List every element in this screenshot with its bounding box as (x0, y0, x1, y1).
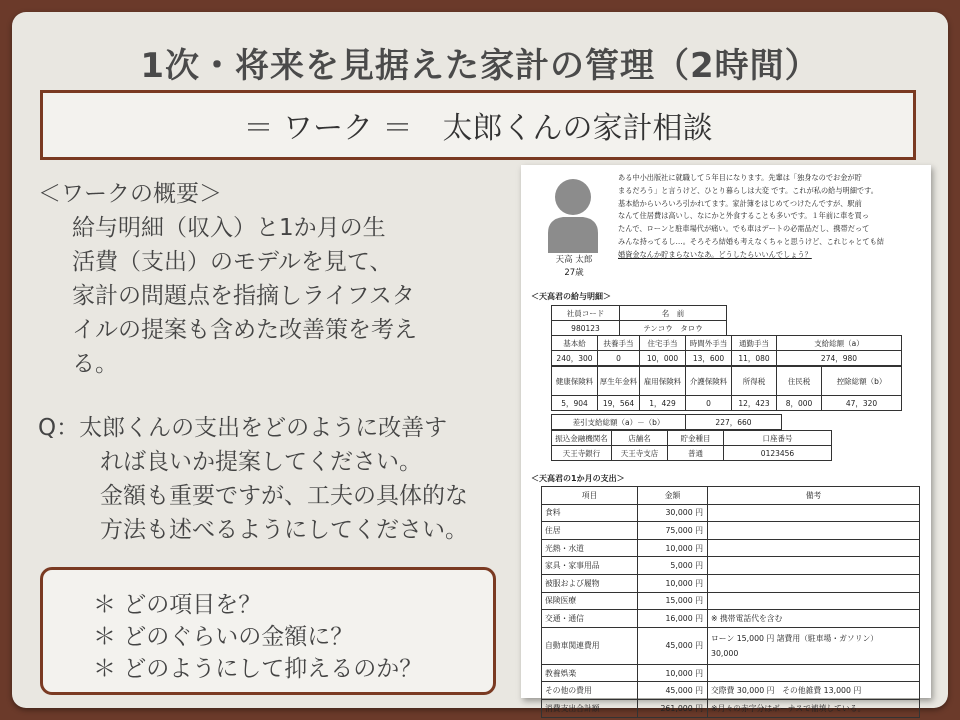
expense-item: 交通・通信 (542, 610, 638, 628)
deduction-table (551, 366, 902, 411)
table-cell: 所得税 (732, 367, 777, 396)
expense-note: ※月々の赤字分はボーナスで補填している。 (708, 699, 920, 717)
expense-heading: ＜天高君の1か月の支出＞ (531, 474, 625, 483)
expense-note: 交際費 30,000 円 その他雑費 13,000 円 (708, 682, 920, 700)
expense-note-line: ローン 15,000 円 諸費用（駐車場・ガソリン） (711, 634, 879, 644)
expense-item: 家具・家事用品 (542, 557, 638, 575)
subtitle-box (40, 90, 916, 160)
expense-amount: 10,000 円 (638, 539, 708, 557)
story-line: たんで、ローンと駐車場代が痛い。でも車はデートの必需品だし、携帯だって (618, 224, 870, 234)
expense-item: 自動車関連費用 (542, 627, 638, 664)
expense-amount: 45,000 円 (638, 682, 708, 700)
expense-amount: 75,000 円 (638, 522, 708, 540)
person-silhouette-icon (543, 175, 603, 253)
hint-item: ＊ どの項目を？ (93, 592, 262, 618)
story-line: ある中小出版社に就職して５年目になります。先輩は「独身なのでお金が貯 (618, 173, 862, 182)
table-cell: 介護保険料 (686, 367, 732, 396)
expense-note (708, 592, 920, 610)
story-line: 基本給からいろいろ引かれてます。家計簿をはじめてつけたんですが、駅前 (618, 198, 862, 208)
expense-amount: 15,000 円 (638, 592, 708, 610)
expense-item: 被服および履物 (542, 574, 638, 592)
expense-amount: 10,000 円 (638, 664, 708, 682)
table-cell: 19，564 (598, 396, 640, 411)
table-cell: 住宅手当 (640, 336, 686, 351)
table-cell: 店舗名 (612, 431, 668, 446)
table-cell: 13，600 (686, 351, 732, 366)
expense-note (708, 539, 920, 557)
hint-item: ＊ どのぐらいの金額に？ (93, 624, 354, 650)
table-cell: 274，980 (777, 351, 902, 366)
net-pay-table (551, 414, 782, 430)
hint-box (40, 567, 496, 695)
table-cell: 12，423 (732, 396, 777, 411)
table-cell: 差引支給総額（a）－（b） (552, 415, 686, 430)
table-cell: 天王寺支店 (612, 446, 668, 461)
table-cell: 8，000 (777, 396, 822, 411)
expense-item: 保険医療 (542, 592, 638, 610)
table-cell: 支給総額（a） (777, 336, 902, 351)
expense-amount: 10,000 円 (638, 574, 708, 592)
table-row (542, 574, 920, 592)
table-cell: 227，660 (686, 415, 782, 430)
table-row (542, 557, 920, 575)
table-cell: 0 (686, 396, 732, 411)
bank-table (551, 430, 832, 461)
table-cell: 扶養手当 (598, 336, 640, 351)
table-cell: 基本給 (552, 336, 598, 351)
salary-heading: ＜天高君の給与明細＞ (531, 292, 611, 301)
pay-table (551, 335, 902, 366)
table-cell: 口座番号 (724, 431, 832, 446)
table-cell: 0 (598, 351, 640, 366)
table-cell: 240，300 (552, 351, 598, 366)
expense-note (708, 574, 920, 592)
table-header: 金額 (638, 487, 708, 505)
table-cell: 振込金融機関名 (552, 431, 612, 446)
table-row (542, 504, 920, 522)
table-header: 備考 (708, 487, 920, 505)
subtitle: ＝ ワーク ＝ 太郎くんの家計相談 (243, 111, 713, 146)
expense-amount: 45,000 円 (638, 627, 708, 664)
story-text (618, 172, 923, 262)
table-row (542, 664, 920, 682)
table-cell: テンコウ タロウ (620, 321, 727, 336)
overview-line: 給与明細（収入）と1か月の生 (72, 215, 386, 241)
expense-item: 消費支出合計額 (542, 699, 638, 717)
table-cell: 980123 (552, 321, 620, 336)
expense-note (708, 504, 920, 522)
table-cell: 0123456 (724, 446, 832, 461)
employee-table (551, 305, 727, 336)
expense-note: ※ 携帯電話代を含む (708, 610, 920, 628)
table-row (542, 627, 920, 664)
question (38, 411, 508, 547)
table-row (542, 610, 920, 628)
page-title: 1次・将来を見据えた家計の管理（2時間） (140, 46, 820, 86)
expense-amount: 261,000 円 (638, 699, 708, 717)
question-line: 方法も述べるようにしてください。 (100, 517, 468, 543)
expense-note (708, 664, 920, 682)
table-cell: 5，904 (552, 396, 598, 411)
person-name: 天高 太郎 (555, 255, 593, 265)
table-cell: 1，429 (640, 396, 686, 411)
question-line: Q：太郎くんの支出をどのように改善す (38, 415, 448, 441)
expense-note (708, 627, 920, 664)
left-column (38, 177, 508, 547)
table-row (542, 682, 920, 700)
expense-amount: 30,000 円 (638, 504, 708, 522)
table-cell: 通勤手当 (732, 336, 777, 351)
overview-line: 家計の問題点を指摘しライフスタ (72, 283, 415, 309)
table-row (542, 699, 920, 717)
table-cell: 健康保険料 (552, 367, 598, 396)
table-cell: 普通 (668, 446, 724, 461)
story-line: なんて住居費は高いし、なにかと外食することも多いです。１年前に車を買っ (618, 211, 869, 221)
worksheet-document (521, 165, 931, 713)
person-age: 27歳 (564, 268, 584, 278)
table-header: 項目 (542, 487, 638, 505)
table-cell: 名 前 (620, 306, 727, 321)
table-cell: 11，080 (732, 351, 777, 366)
table-cell: 住民税 (777, 367, 822, 396)
story-line: まるだろう」と言うけど、ひとり暮らしは大変 です。これが私の給与明細です。 (618, 185, 878, 195)
expense-amount: 5,000 円 (638, 557, 708, 575)
question-line: 金額も重要ですが、工夫の具体的な (100, 483, 468, 509)
table-row (542, 592, 920, 610)
story-line: 婚資金なんか貯まらないなあ。どうしたらいいんでしょう？ (618, 249, 812, 259)
expense-item: 教養娯楽 (542, 664, 638, 682)
overview-line: イルの提案も含めた改善策を考え (72, 317, 417, 343)
table-cell: 控除総額（b） (822, 367, 902, 396)
hint-item: ＊ どのようにして抑えるのか？ (93, 656, 423, 682)
expense-item: 住居 (542, 522, 638, 540)
slide (12, 12, 948, 713)
expense-table (541, 486, 920, 718)
expense-note (708, 522, 920, 540)
story-line: みんな持ってるし…。そろそろ結婚も考えなくちゃと思うけど、これじゃとても結 (618, 236, 884, 246)
table-cell: 貯金種目 (668, 431, 724, 446)
table-cell: 厚生年金料 (598, 367, 640, 396)
overview-line: 活費（支出）のモデルを見て、 (72, 249, 393, 275)
overview-line: る。 (72, 351, 118, 377)
table-cell: 47，320 (822, 396, 902, 411)
table-cell: 社員コード (552, 306, 620, 321)
expense-item: その他の費用 (542, 682, 638, 700)
question-line: れば良いか提案してください。 (100, 449, 422, 475)
expense-amount: 16,000 円 (638, 610, 708, 628)
expense-item: 食料 (542, 504, 638, 522)
expense-note-line: 30,000 (711, 649, 739, 659)
table-cell: 天王寺銀行 (552, 446, 612, 461)
expense-item: 光熱・水道 (542, 539, 638, 557)
table-cell: 時間外手当 (686, 336, 732, 351)
overview-heading: ＜ワークの概要＞ (38, 181, 222, 207)
table-row (542, 522, 920, 540)
table-cell: 10，000 (640, 351, 686, 366)
expense-note (708, 557, 920, 575)
table-cell: 雇用保険料 (640, 367, 686, 396)
table-row (542, 539, 920, 557)
